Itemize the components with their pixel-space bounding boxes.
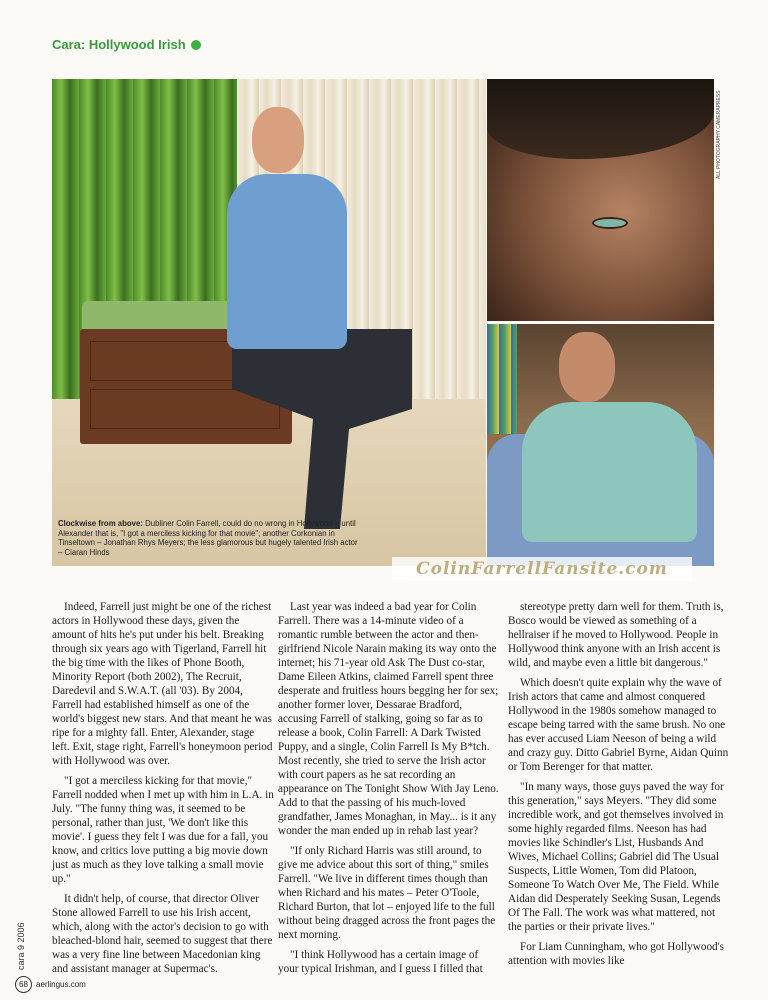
paragraph: "If only Richard Harris was still around, to give me advice about this sort of thing," smiles Farrell. "We live in different times though than when Richard and his mates – Peter O'Toole, Richard Burton, that lot – enjoyed life to the full without being dragged across the front pages the next morning. xyxy=(278,845,496,941)
eye xyxy=(592,217,628,229)
ciaran-hinds-photo xyxy=(487,324,714,566)
caption-text: Dubliner Colin Farrell, could do no wrong in Hollywood – until Alexander that is, "I got a merciless kicking for that movie"; another Corkonian in Tinseltown – Jonathan Rhys Meyers; the less glamorous but hugely talented Irish actor – Ciaran Hinds xyxy=(58,519,358,557)
section-title: Cara: Hollywood Irish xyxy=(52,37,186,52)
striped-background xyxy=(487,324,517,434)
paragraph: For Liam Cunningham, who got Hollywood's attention with movies like xyxy=(508,941,725,967)
paragraph: "I think Hollywood has a certain image of your typical Irishman, and I guess I filled that xyxy=(278,949,483,975)
caption-lead: Clockwise from above: xyxy=(58,519,143,528)
page-number: 68 xyxy=(15,976,32,993)
section-heading xyxy=(52,37,201,52)
figure-head xyxy=(559,332,615,402)
colin-farrell-photo xyxy=(52,79,486,566)
green-polo-shirt xyxy=(522,402,697,542)
green-dot-icon xyxy=(191,40,201,50)
photo-credit: ALL PHOTOGRAPHY CAMERAPRESS xyxy=(716,90,722,179)
paragraph: It didn't help, of course, that director Oliver Stone allowed Farrell to use his Irish accent, which, along with the actor's decision to go with bleached-blond hair, seemed to suggest that there was a very fine line between Macedonian king and assistant manager at Supermac's. xyxy=(52,893,273,975)
paragraph: Indeed, Farrell just might be one of the richest actors in Hollywood these days, given the amount of hits he's put under his belt. Breaking through six years ago with Tigerland, Farrell hit the big time with the likes of Phone Booth, Minority Report (both 2002), The Recruit, Daredevil and S.W.A.T. (all '03). By 2004, Farrell had established himself as one of the world's biggest new stars. And that meant he was ripe for a mighty fall. Enter, Alexander, stage left. Exit, stage right, Farrell's honeymoon period with Hollywood was over. xyxy=(52,601,273,767)
paragraph: "In many ways, those guys paved the way for this generation," says Meyers. "They did some incredible work, and got themselves involved in some highly regarded films. Neeson has had movies like Schindler's List, Husbands And Wives, Michael Collins; Gabriel did The Usual Suspects, Little Women, Tom did Platoon, Someone To Watch Over Me, The Field. While Aidan did Desperately Seeking Susan, Legends Of The Fall. The work was what mattered, not the parties or their private lives." xyxy=(508,781,724,933)
photo-caption xyxy=(58,519,358,557)
paragraph: stereotype pretty darn well for them. Truth is, Bosco would be viewed as something of a hellraiser if he moved to Hollywood. People in Hollywood think anyone with an Irish accent is wild, and maybe even a little bit dangerous." xyxy=(508,601,724,669)
article-column-3 xyxy=(508,600,730,974)
watermark: ColinFarrellFansite.com xyxy=(392,557,692,581)
article-column-1 xyxy=(52,600,274,982)
figure-head xyxy=(252,107,304,173)
article-column-2 xyxy=(278,600,500,982)
paragraph: Last year was indeed a bad year for Colin Farrell. There was a 14-minute video of a romantic rumble between the actor and then-girlfriend Nicole Narain making its way onto the internet; his 71-year old Ask The Dust co-star, Dame Eileen Atkins, claimed Farrell spent three desperate and fruitless hours begging her for sex; another former lover, Dessarae Bradford, accusing Farrell of stalking, going so far as to release a book, Colin Farrell: A Dark Twisted Puppy, and a single, Colin Farrell Is My B*tch. Most recently, she tried to serve the Irish actor with court papers as he sat recording an appearance on The Tonight Show With Jay Leno. Add to that the passing of his much-loved grandfather, James Monaghan, in May... is it any wonder the man ended up in rehab last year? xyxy=(278,601,499,837)
figure-sweater xyxy=(227,174,347,349)
hair xyxy=(487,79,714,159)
jonathan-rhys-meyers-photo xyxy=(487,79,714,321)
issue-label: cara 9 2006 xyxy=(16,922,26,970)
paragraph: "I got a merciless kicking for that movie," Farrell nodded when I met up with him in L.A. in July. "The funny thing was, it seemed to be personal, rather than just, 'We don't like this movie'. I guess they felt I was due for a fall, you know, and critics love putting a big movie down just as much as they love talking a small movie up." xyxy=(52,775,274,885)
website-link[interactable]: aerlingus.com xyxy=(36,980,86,989)
paragraph: Which doesn't quite explain why the wave of Irish actors that came and almost conquered Hollywood in the 1980s somehow managed to escape being tarred with the same brush. No one has ever accused Liam Neeson of being a wild and crazy guy. Ditto Gabriel Byrne, Aidan Quinn or Tom Berenger for that matter. xyxy=(508,677,729,773)
